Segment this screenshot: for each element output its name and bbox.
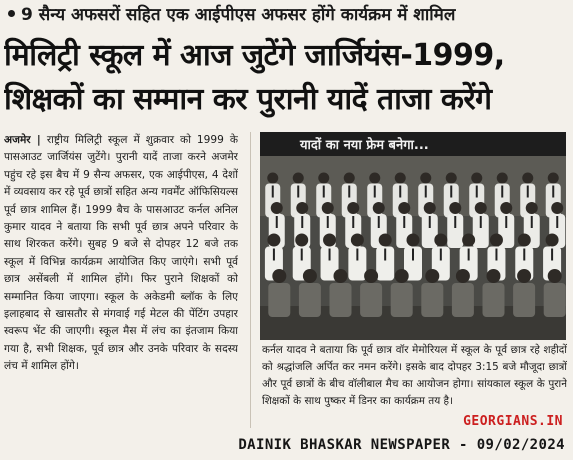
watermark-logo: GEORGIANS.IN — [463, 414, 563, 429]
photo-caption: यादों का नया फ्रेम बनेगा... — [300, 138, 429, 153]
kicker-text: 9 सैन्य अफसरों सहित एक आईपीएस अफसर होंगे कार्यक्रम में शामिल — [21, 5, 456, 25]
photo-caption-bar — [260, 132, 566, 156]
kicker-line — [6, 4, 568, 26]
headline-line-1: मिलिट्री स्कूल में आज जुटेंगे जार्जियंस-1999, — [4, 38, 505, 73]
article-body — [4, 132, 238, 432]
article-text: राष्ट्रीय मिलिट्री स्कूल में शुक्रवार को 1999 के पासआउट जार्जियंस जुटेंगे। पुरानी यादें ताजा करने अजमेर पहुंच रहे इस बैच में 9 सैन्य अफसर, एक आईपीएस, 4 देशों में व्यवसाय कर रहे पूर्व छात्रों सहित अन्य गवर्मेंट ऑफिसियल्स पूर्व छात्र शामिल हैं। 1999 बैच के पासआउट कर्नल अनिल कुमार यादव ने बताया कि सभी पूर्व छात्र अपने परिवार के साथ शिरकत करेंगे। सुबह 9 बजे से दोपहर 12 बजे तक स्कूल में विभिन्न कार्यक्रम आयोजित किए जाएंगे। सभी पूर्व छात्र असेंबली में शामिल होंगे। फिर पुराने शिक्षकों को सम्मानित किया जाएगा। स्कूल के अकेडमी ब्लॉक के लिए इलाहबाद से खासतौर से मंगवाई गई मेटल की पेंटिंग उपहार स्वरूप भेंट की जाएगी। स्कूल मैस में लंच का इंतजाम किया गया है, सभी शिक्षक, पूर्व छात्र और उनके परिवार के सदस्य लंच में शामिल होंगे। — [4, 134, 238, 373]
photo-caption-article: कर्नल यादव ने बताया कि पूर्व छात्र वॉर मेमोरियल में स्कूल के पूर्व छात्र रहे शहीदों को श्रद्धांजलि अर्पित कर नमन करेंगे। इसके बाद दोपहर 3:15 बजे मौजूदा छात्रों और पूर्व छात्रों के बीच वॉलीबाल मैच का आयोजन होगा। सांयकाल स्कूल के पुराने शिक्षकों के साथ पुष्कर में डिनर का कार्यक्रम तय है। — [262, 344, 567, 407]
dateline: अजमेर | — [4, 134, 41, 146]
photo-frame — [260, 132, 566, 340]
column-divider — [250, 132, 251, 428]
bullet-icon — [8, 10, 15, 17]
group-photo-image — [260, 156, 566, 340]
headline-line-2: शिक्षकों का सम्मान कर पुरानी यादें ताजा करेंगे — [4, 82, 492, 117]
source-credit: DAINIK BHASKAR NEWSPAPER - 09/02/2024 — [238, 437, 565, 453]
headline — [4, 34, 570, 122]
